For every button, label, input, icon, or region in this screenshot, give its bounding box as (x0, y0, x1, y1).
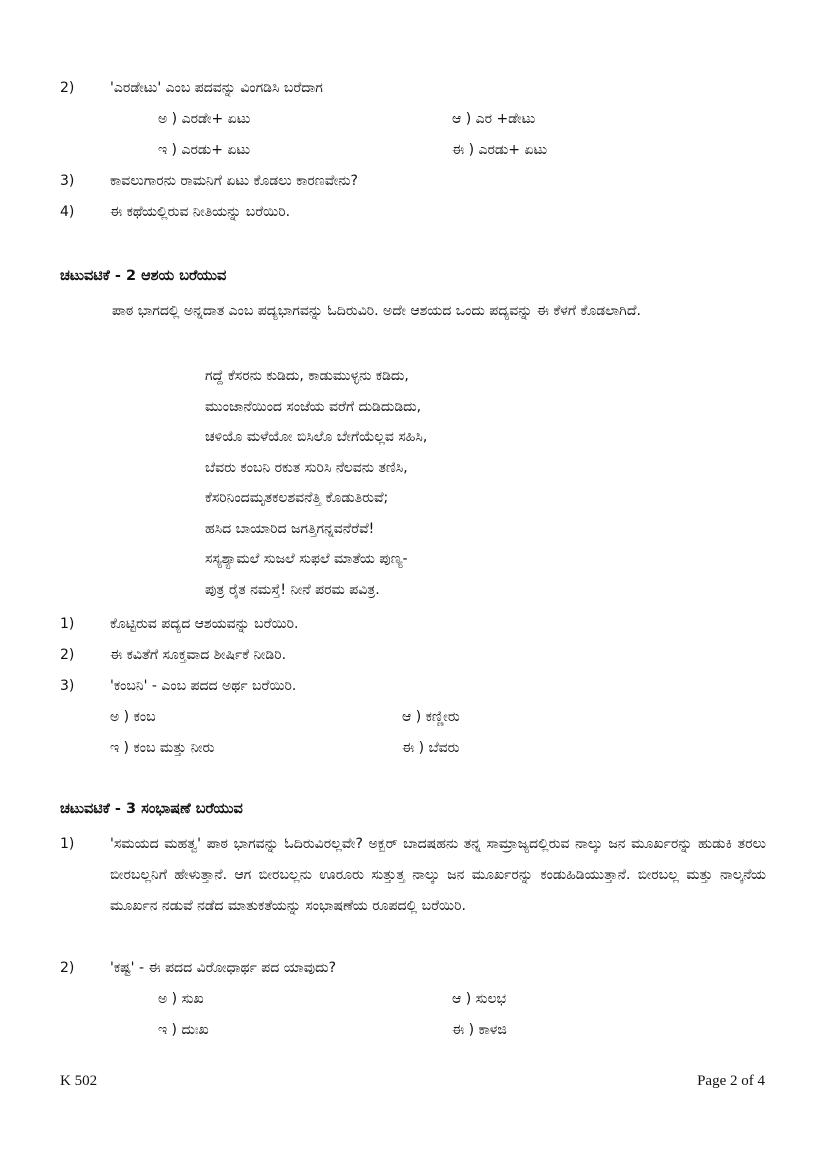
poem-line: ಹಸಿದ ಬಾಯಾರಿದ ಜಗತ್ತಿಗನ್ನವನೆರೆವೆ! (205, 520, 375, 537)
option-ii: ಈ ) ಎರಡು+ ಏಟು (452, 142, 548, 158)
question-text: 'ಸಮಯದ ಮಹತ್ವ' ಪಾಠ ಭಾಗವನ್ನು ಓದಿರುವಿರಲ್ಲವೇ? ಅಕ್ಬರ್ ಬಾದಷಹನು ತನ್ನ ಸಾಮ್ರಾಜ್ಯದಲ್ಲಿರುವ ನಾಲ್ಕು ಜನ ಮೂರ್ಖರನ್ನು ಹುಡುಕಿ ತರಲು ಬೀರಬಲ್ಲನಿಗೆ ಹೇಳುತ್ತಾನೆ. ಆಗ ಬೀರಬಲ್ಲನು ಊರೂರು ಸುತ್ತುತ್ತ ನಾಲ್ಕು ಜನ ಮೂರ್ಖರನ್ನು ಕಂಡುಹಿಡಿಯುತ್ತಾನೆ. ಬೀರಬಲ್ಲ ಮತ್ತು ನಾಲ್ಕನೆಯ ಮೂರ್ಖನ ನಡುವೆ ನಡೆದ ಮಾತುಕತೆಯನ್ನು ಸಂಭಾಷಣೆಯ ರೂಪದಲ್ಲಿ ಬರೆಯಿರಿ. (110, 836, 766, 914)
poem-line: ಗದ್ದೆ ಕೆಸರನು ಕುಡಿದು, ಕಾಡುಮುಳ್ಳನು ಕಡಿದು, (205, 368, 409, 384)
poem-line: ಬೆವರು ಕಂಬನಿ ರಕುತ ಸುರಿಸಿ ನೆಲವನು ತಣಿಸಿ, (205, 459, 408, 476)
option-aa: ಆ ) ಕಣ್ಣೀರು (402, 709, 460, 725)
poem-line: ಸಸ್ಯಶ್ಯಾಮಲೆ ಸುಜಲೆ ಸುಫಲೆ ಮಾತೆಯ ಪುಣ್ಯ- (205, 551, 408, 567)
options-row (60, 988, 767, 1010)
poem-line: ಪುತ್ರ ರೈತ ನಮಸ್ತೆ! ನೀನೆ ಪರಮ ಪವಿತ್ರ. (205, 581, 380, 598)
poem-line: ಚಳಿಯೊ ಮಳೆಯೋ ಬಿಸಿಲೊ ಬೇಗೆಯೆಲ್ಲವ ಸಹಿಸಿ, (205, 429, 428, 445)
question-3 (60, 675, 767, 697)
question-2 (60, 644, 767, 666)
option-aa: ಆ ) ಸುಲಭ (452, 991, 507, 1007)
poem-line: ಮುಂಜಾನೆಯಿಂದ ಸಂಜೆಯ ವರೆಗೆ ದುಡಿದುಡಿದು, (205, 398, 422, 415)
question-text: 'ಎರಡೇಟು' ಎಂಬ ಪದವನ್ನು ವಿಂಗಡಿಸಿ ಬರೆದಾಗ (110, 80, 323, 96)
footer-page-number: Page 2 of 4 (697, 1073, 765, 1089)
question-number: 3) (60, 173, 75, 189)
poem (205, 361, 427, 605)
question-text: 'ಕಷ್ಟ' - ಈ ಪದದ ವಿರೋಧಾರ್ಥ ಪದ ಯಾವುದು? (110, 960, 337, 976)
question-2 (60, 957, 767, 979)
question-text: ಕೊಟ್ಟಿರುವ ಪದ್ಯದ ಆಶಯವನ್ನು ಬರೆಯಿರಿ. (110, 616, 299, 632)
question-number: 2) (60, 960, 75, 976)
question-number: 1) (60, 836, 75, 852)
section-heading: ಚಟುವಟಿಕೆ - 3 ಸಂಭಾಷಣೆ ಬರೆಯುವ (60, 801, 243, 817)
option-a: ಅ ) ಎರಡೇ+ ಏಟು (158, 111, 251, 127)
question-number: 2) (60, 80, 75, 96)
intro-paragraph (60, 296, 766, 327)
option-i: ಇ ) ಎರಡು+ ಏಟು (158, 142, 251, 158)
question-text: ಈ ಕಥೆಯಲ್ಲಿರುವ ನೀತಿಯನ್ನು ಬರೆಯಿರಿ. (110, 204, 291, 220)
options-row (60, 706, 767, 728)
poem-line: ಕೆಸರಿನಿಂದಮೃತಕಲಶವನೆತ್ತಿ ಕೊಡುತಿರುವೆ; (205, 490, 389, 506)
options-row (60, 108, 767, 130)
option-ii: ಈ ) ಬೆವರು (402, 740, 460, 756)
question-4 (60, 201, 767, 223)
intro-text: ಪಾಠ ಭಾಗದಲ್ಲಿ ಅನ್ನದಾತ ಎಂಬ ಪದ್ಯಭಾಗವನ್ನು ಓದಿರುವಿರಿ. ಅದೇ ಆಶಯದ ಒಂದು ಪದ್ಯವನ್ನು ಈ ಕೆಳಗೆ ಕೊಡಲಾಗಿದೆ. (112, 303, 641, 319)
question-1 (60, 613, 767, 635)
options-row (60, 737, 767, 759)
question-text: ಕಾವಲುಗಾರನು ರಾಮನಿಗೆ ಏಟು ಕೊಡಲು ಕಾರಣವೇನು? (110, 173, 358, 189)
option-ii: ಈ ) ಕಾಳಜಿ (452, 1022, 507, 1038)
footer-code: K 502 (60, 1073, 98, 1089)
option-i: ಇ ) ಕಂಬ ಮತ್ತು ನೀರು (110, 740, 215, 756)
option-a: ಅ ) ಸುಖ (158, 991, 204, 1007)
question-1 (60, 829, 766, 922)
question-text: 'ಕಂಬನಿ' - ಎಂಬ ಪದದ ಅರ್ಥ ಬರೆಯಿರಿ. (110, 678, 297, 694)
question-number: 4) (60, 204, 75, 220)
section-heading: ಚಟುವಟಿಕೆ - 2 ಆಶಯ ಬರೆಯುವ (60, 268, 227, 284)
question-number: 2) (60, 647, 75, 663)
option-i: ಇ ) ದುಃಖ (158, 1022, 209, 1038)
question-number: 3) (60, 678, 75, 694)
question-number: 1) (60, 616, 75, 632)
options-row (60, 1019, 767, 1041)
question-text: ಈ ಕವಿತೆಗೆ ಸೂಕ್ತವಾದ ಶೀರ್ಷಿಕೆ ನೀಡಿರಿ. (110, 647, 287, 663)
option-aa: ಆ ) ಎರ +ಡೇಟು (452, 111, 536, 127)
options-row (60, 139, 767, 161)
question-3 (60, 170, 767, 192)
option-a: ಅ ) ಕಂಬ (110, 709, 156, 725)
question-2 (60, 77, 767, 99)
